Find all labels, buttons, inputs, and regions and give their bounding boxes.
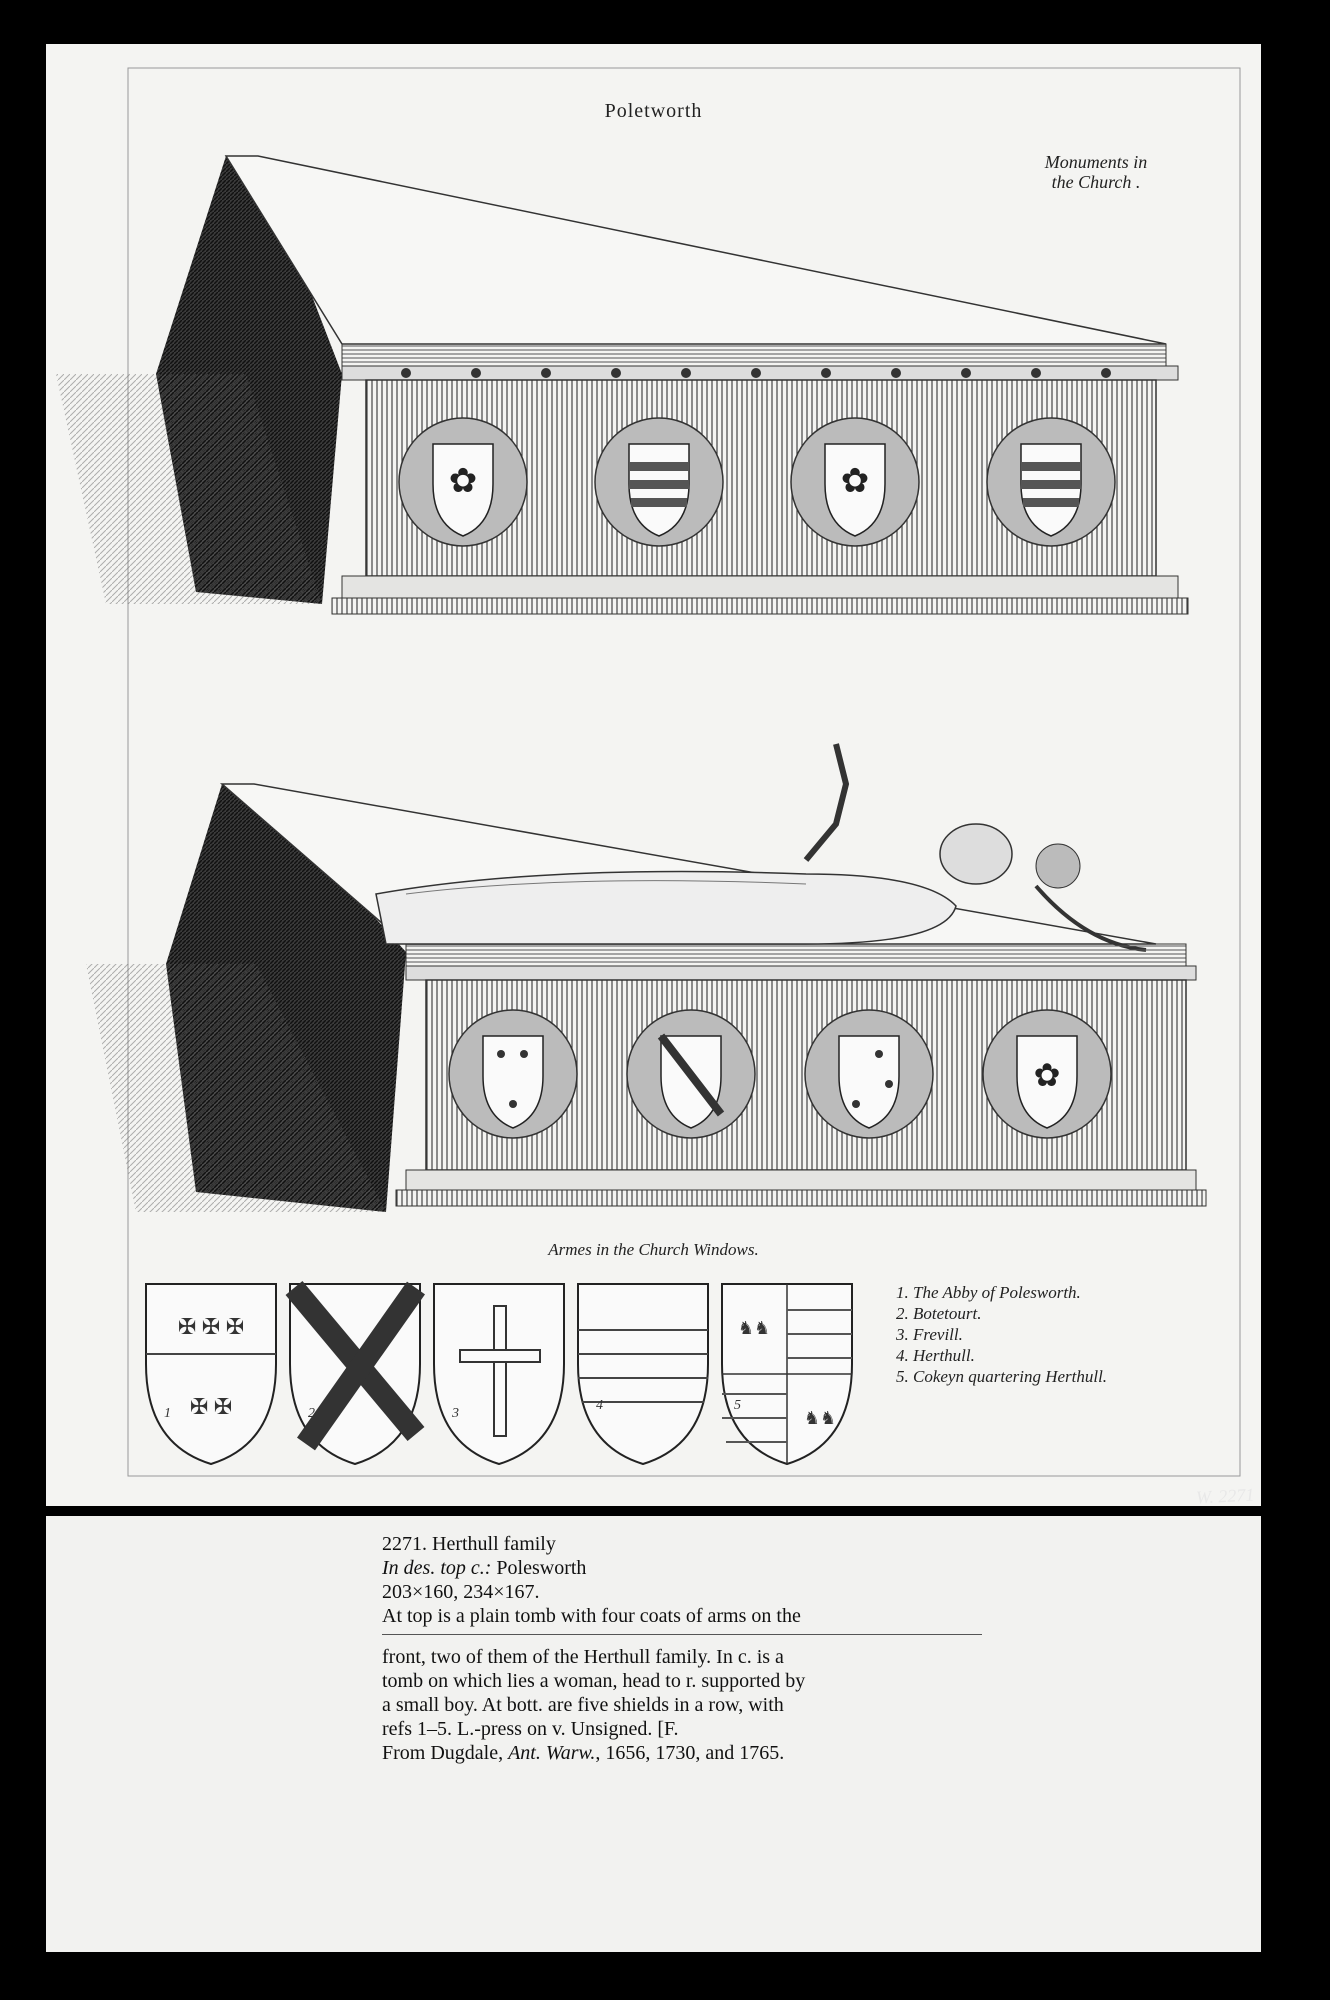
armes-caption: Armes in the Church Windows. [548, 1240, 759, 1259]
source-title: Ant. Warw. [508, 1742, 596, 1764]
plate-title: Poletworth [604, 100, 703, 122]
arms-legend [896, 1282, 1107, 1387]
svg-text:♞♞: ♞♞ [803, 1408, 837, 1428]
shield-number-3: 3 [452, 1406, 459, 1421]
legend-item: 4. Herthull. [896, 1346, 975, 1365]
svg-text:✠ ✠: ✠ ✠ [189, 1394, 233, 1419]
legend-item: 2. Botetourt. [896, 1304, 982, 1323]
shield-number-4: 4 [596, 1398, 603, 1413]
svg-text:✠ ✠ ✠: ✠ ✠ ✠ [177, 1314, 245, 1339]
legend-item: 3. Frevill. [896, 1325, 963, 1344]
shield-number-2: 2 [308, 1406, 315, 1421]
svg-text:✿: ✿ [840, 463, 870, 500]
inscription-label: In des. top c.: [382, 1557, 492, 1579]
legend-item: 5. Cokeyn quartering Herthull. [896, 1367, 1108, 1386]
monuments-caption [986, 152, 1206, 192]
shield-number-5: 5 [734, 1398, 741, 1413]
source-editions: , 1656, 1730, and 1765. [595, 1742, 785, 1764]
engraving-plate [46, 44, 1261, 1506]
plain-tomb [56, 156, 1188, 614]
description-line-5: refs 1–5. L.-press on v. Unsigned. [F. [382, 1718, 679, 1740]
description-line-2: front, two of them of the Herthull family. In c. is a [382, 1646, 784, 1668]
description-line-1: At top is a plain tomb with four coats of arms on the [382, 1605, 801, 1627]
inscription-value: Polesworth [496, 1557, 587, 1579]
shield-number-1: 1 [164, 1406, 171, 1421]
dimensions: 203×160, 234×167. [382, 1581, 540, 1603]
edge-stamp: W. 2271 [1195, 1484, 1255, 1508]
monuments-caption-line-2: the Church . [1051, 172, 1141, 192]
source-prefix: From Dugdale, [382, 1742, 509, 1764]
description-line-4: a small boy. At bott. are five shields in a row, with [382, 1694, 784, 1716]
catalog-entry [382, 1532, 982, 1765]
catalog-title: 2271. Herthull family [382, 1533, 556, 1555]
inscription-line [382, 1556, 982, 1580]
legend-item: 1. The Abby of Polesworth. [896, 1283, 1081, 1302]
catalog-card-top [382, 1532, 982, 1635]
monuments-caption-line-1: Monuments in [1044, 152, 1148, 172]
svg-text:✿: ✿ [448, 463, 478, 500]
source-line [382, 1741, 982, 1765]
effigy-tomb [86, 744, 1206, 1212]
svg-text:✿: ✿ [1033, 1057, 1061, 1093]
description-line-3: tomb on which lies a woman, head to r. supported by [382, 1670, 806, 1692]
svg-text:♞♞: ♞♞ [737, 1318, 771, 1338]
